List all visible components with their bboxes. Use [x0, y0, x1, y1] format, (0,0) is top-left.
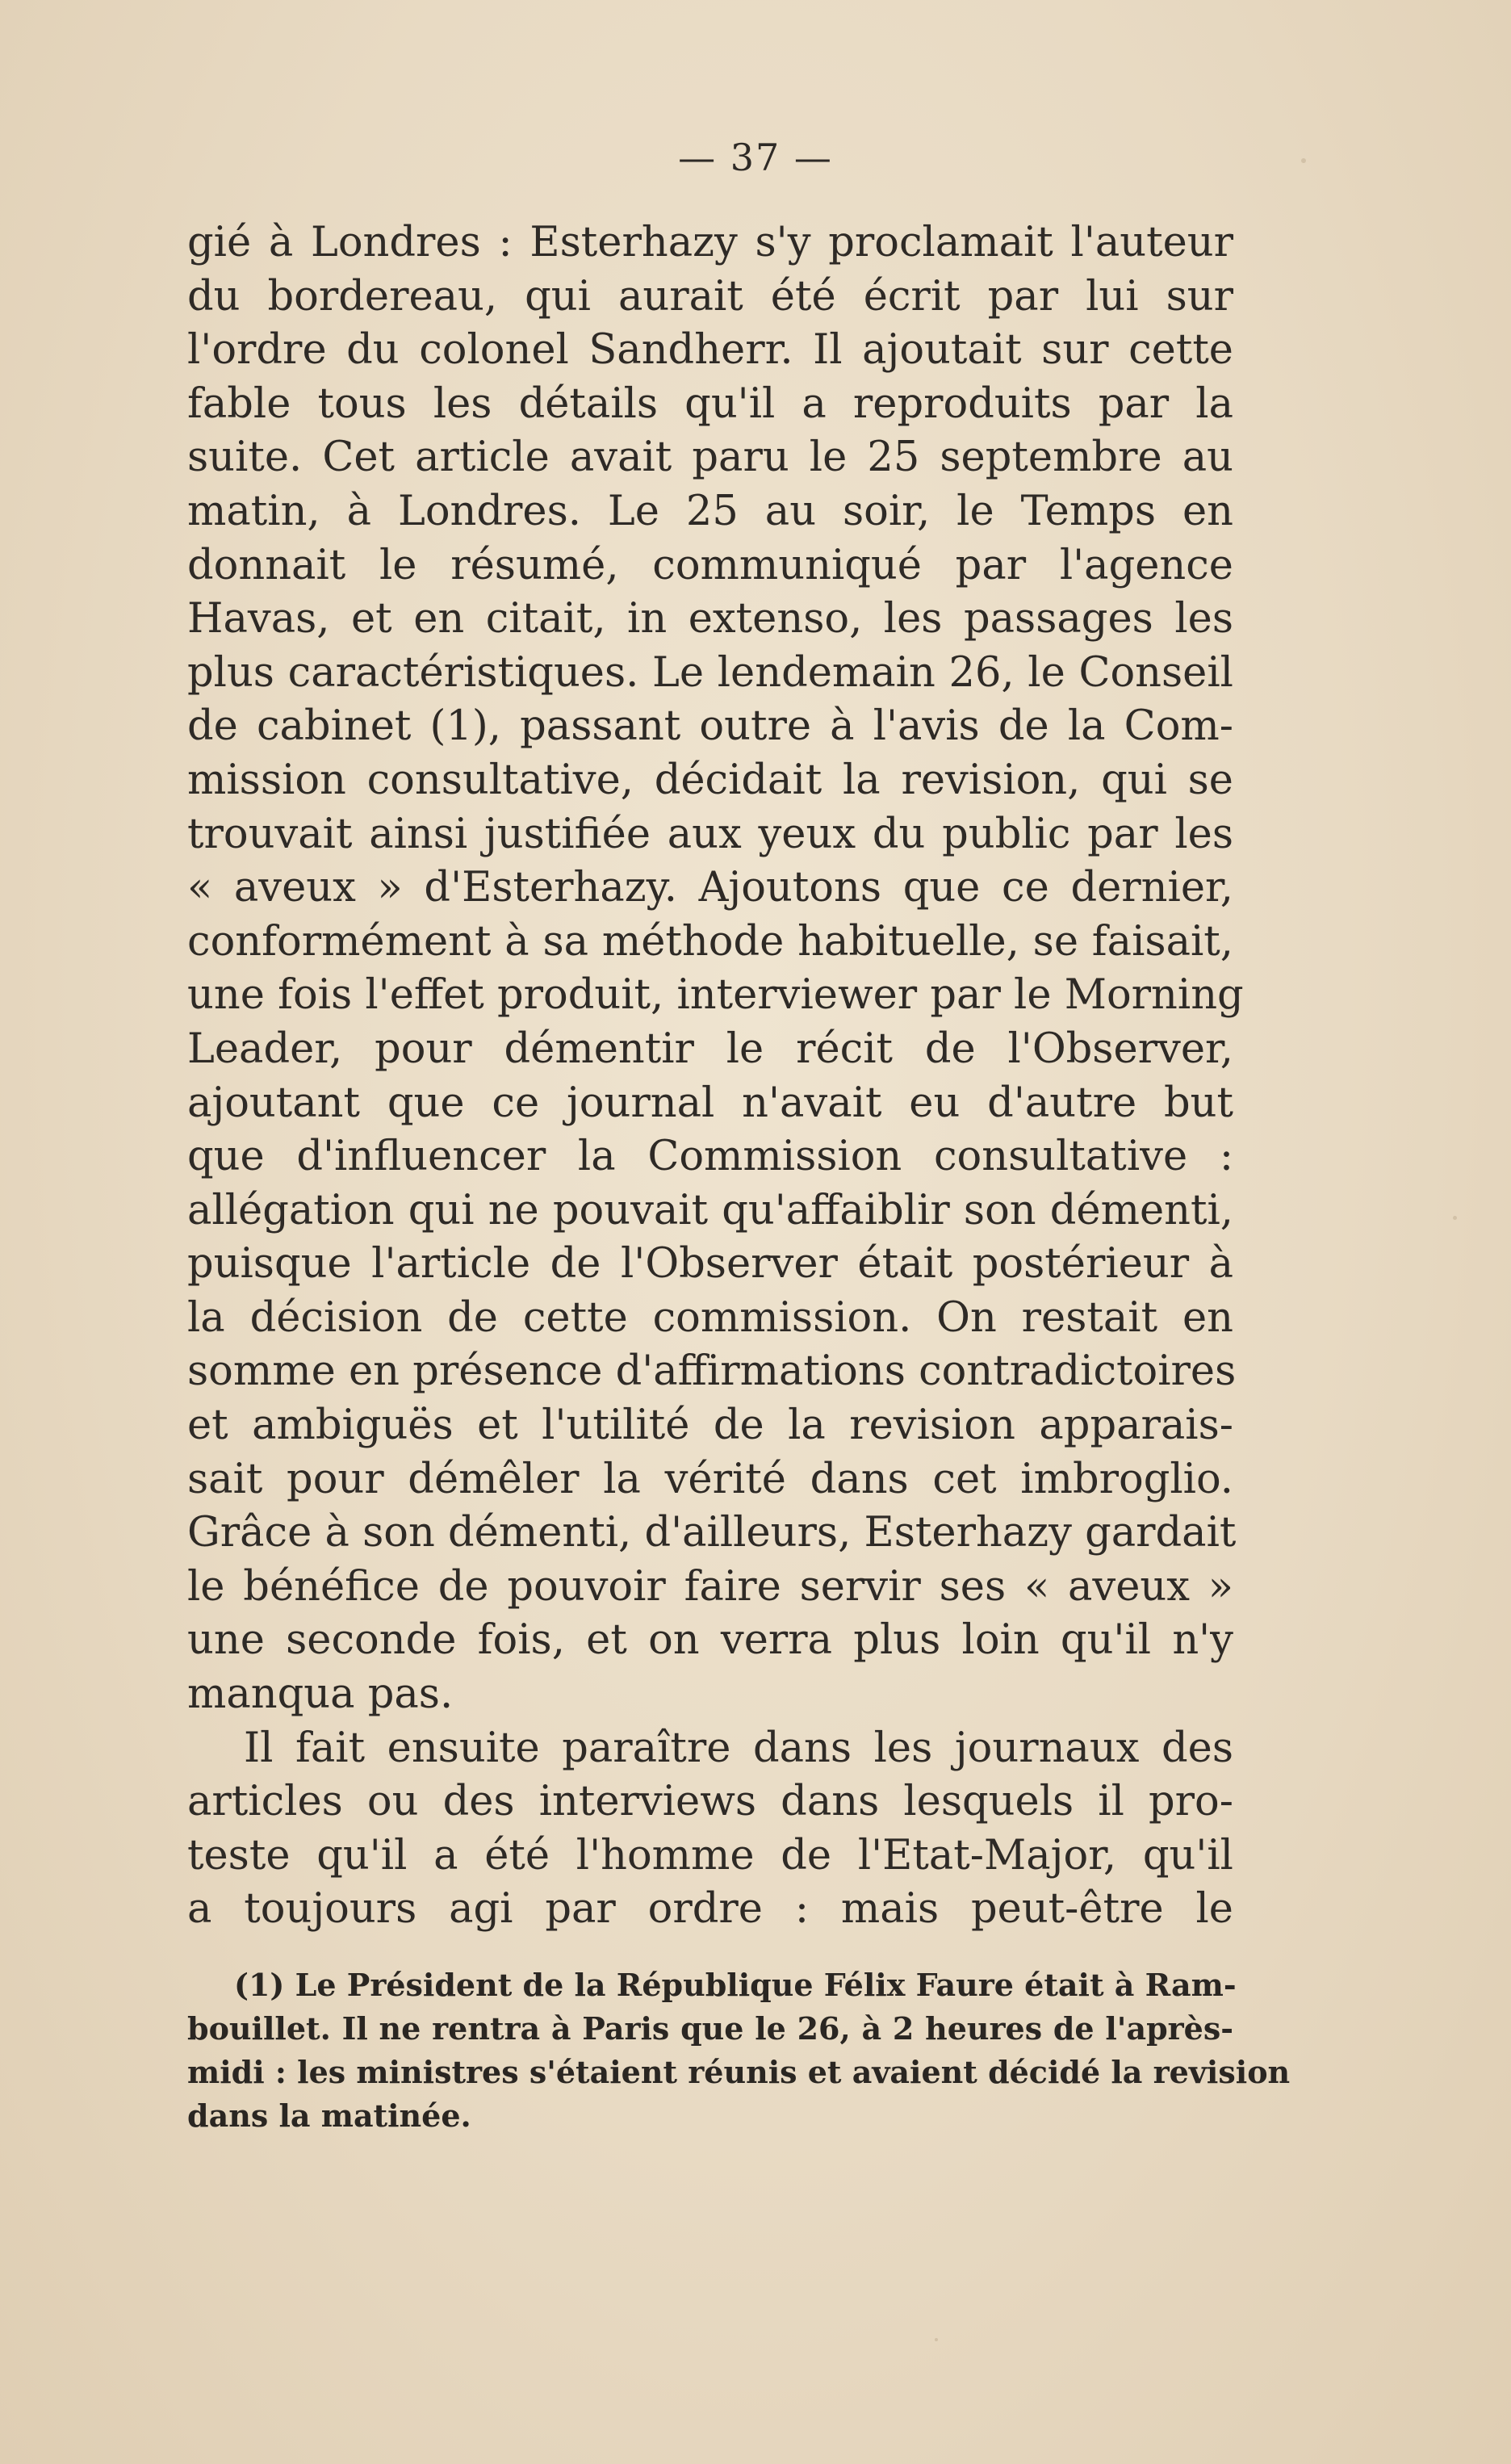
text-line: Havas, et en citait, in extenso, les passages les — [187, 595, 1233, 643]
paper-stain — [935, 2338, 938, 2341]
text-line: sait pour démêler la vérité dans cet imbroglio. — [187, 1455, 1233, 1503]
page-number: — 37 — — [678, 136, 833, 179]
text-line: du bordereau, qui aurait été écrit par lui sur — [187, 272, 1233, 321]
text-line: allégation qui ne pouvait qu'affaiblir son démenti, — [187, 1186, 1233, 1234]
text-line: fable tous les détails qu'il a reproduits par la — [187, 379, 1233, 428]
text-line: ajoutant que ce journal n'avait eu d'autre but — [187, 1079, 1233, 1127]
text-line: matin, à Londres. Le 25 au soir, le Temps en — [187, 487, 1233, 535]
text-line: une fois l'effet produit, interviewer par le Morning — [187, 971, 1244, 1020]
text-line: le bénéfice de pouvoir faire servir ses « aveux » — [187, 1562, 1233, 1611]
text-line: donnait le résumé, communiqué par l'agence — [187, 541, 1233, 589]
footnote-line: (1) Le Président de la République Félix Faure était à Ram- — [234, 1967, 1237, 2003]
text-line: la décision de cette commission. On restait en — [187, 1293, 1233, 1342]
text-line: gié à Londres : Esterhazy s'y proclamait l'auteur — [187, 219, 1233, 266]
text-line: manqua pas. — [187, 1670, 454, 1719]
footnote-line: midi : les ministres s'étaient réunis et avaient décidé la revision — [187, 2054, 1291, 2090]
text-line: et ambiguës et l'utilité de la revision apparais- — [187, 1402, 1233, 1450]
text-line: que d'influencer la Commission consultative : — [187, 1133, 1233, 1181]
text-line: Grâce à son démenti, d'ailleurs, Esterhazy gardait — [187, 1509, 1237, 1557]
text-line: « aveux » d'Esterhazy. Ajoutons que ce dernier, — [187, 864, 1233, 912]
footnote — [187, 1963, 1291, 2138]
text-line: l'ordre du colonel Sandherr. Il ajoutait sur cette — [187, 326, 1233, 375]
text-line: Il fait ensuite paraître dans les journaux des — [244, 1724, 1233, 1772]
paper-stain — [1453, 1216, 1457, 1220]
text-line: de cabinet (1), passant outre à l'avis de la Com- — [187, 702, 1233, 751]
text-line: trouvait ainsi justifiée aux yeux du public par les — [187, 810, 1233, 858]
text-line: suite. Cet article avait paru le 25 septembre au — [187, 434, 1233, 482]
text-line: Leader, pour démentir le récit de l'Observer, — [187, 1025, 1233, 1073]
text-line: plus caractéristiques. Le lendemain 26, le Conseil — [187, 648, 1233, 697]
text-line: teste qu'il a été l'homme de l'Etat-Major, qu'il — [187, 1831, 1233, 1879]
text-line: une seconde fois, et on verra plus loin qu'il n'y — [187, 1616, 1233, 1665]
text-line: conformément à sa méthode habituelle, se faisait, — [187, 917, 1233, 966]
footnote-line: dans la matinée. — [187, 2097, 471, 2134]
text-line: a toujours agi par ordre : mais peut-être le — [187, 1885, 1233, 1934]
text-line: somme en présence d'affirmations contradictoires — [187, 1347, 1237, 1396]
text-line: articles ou des interviews dans lesquels il pro- — [187, 1778, 1233, 1826]
body-text — [187, 216, 1244, 1937]
text-line: puisque l'article de l'Observer était postérieur à — [187, 1240, 1233, 1289]
text-line: mission consultative, décidait la revision, qui se — [187, 756, 1233, 804]
footnote-line: bouillet. Il ne rentra à Paris que le 26, à 2 heures de l'après- — [187, 2010, 1233, 2047]
